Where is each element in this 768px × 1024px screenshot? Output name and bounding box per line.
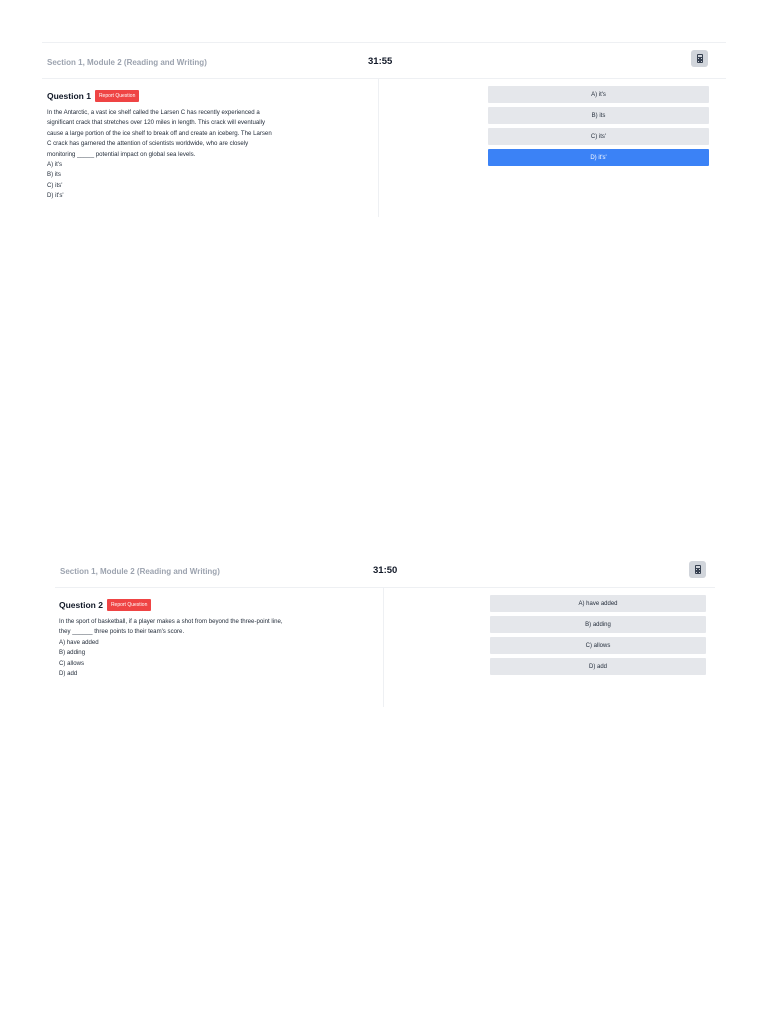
question-options-list [59,638,285,680]
header-bar [42,48,726,79]
question-panel-1 [42,42,726,217]
calculator-icon [695,565,701,574]
answer-choices [488,86,709,170]
answer-button-d-selected[interactable]: D) it's' [488,149,709,166]
header-bar [55,557,715,588]
answer-button-b[interactable]: B) adding [490,616,706,633]
answer-button-a[interactable]: A) it's [488,86,709,103]
question-column [47,90,273,202]
question-column [59,599,285,679]
answer-button-c[interactable]: C) its' [488,128,709,145]
question-text: In the Antarctic, a vast ice shelf called the Larsen C has recently experienced a significant crack that stretches over 120 miles in length. This crack will eventually cause a large portion of the ice shelf to break off and create an iceberg. The Larsen C crack has garnered the attention of scientists worldwide, who are closely monitoring _____ potential impact on global sea levels. [47,109,272,158]
question-option: C) allows [59,659,85,667]
timer: 31:50 [373,565,398,576]
column-divider [378,79,379,217]
question-title-row [47,90,273,102]
question-panel-2 [55,557,715,707]
question-option: A) it's [47,161,63,169]
question-title-row [59,599,285,611]
calculator-button[interactable] [689,561,706,578]
answer-button-d[interactable]: D) add [490,658,706,675]
report-question-button[interactable]: Report Question [107,599,151,611]
question-option: A) have added [59,638,99,646]
top-divider [42,42,726,43]
answer-button-b[interactable]: B) its [488,107,709,124]
question-option: C) its' [47,181,63,189]
question-option: D) add [59,670,78,678]
question-option: B) its [47,171,61,179]
question-title: Question 2 [59,600,103,610]
section-label: Section 1, Module 2 (Reading and Writing) [60,567,220,576]
calculator-icon [697,54,703,63]
question-title: Question 1 [47,91,91,101]
calculator-button[interactable] [691,50,708,67]
report-question-button[interactable]: Report Question [95,90,139,102]
answer-button-c[interactable]: C) allows [490,637,706,654]
column-divider [383,587,384,707]
question-options-list [47,160,273,202]
question-option: D) it's' [47,192,64,200]
question-option: B) adding [59,649,86,657]
section-label: Section 1, Module 2 (Reading and Writing) [47,58,207,67]
timer: 31:55 [368,56,393,67]
answer-button-a[interactable]: A) have added [490,595,706,612]
question-text: In the sport of basketball, if a player makes a shot from beyond the three-point line, they ______ three points to their team's score. [59,618,283,636]
answer-choices [490,595,706,679]
